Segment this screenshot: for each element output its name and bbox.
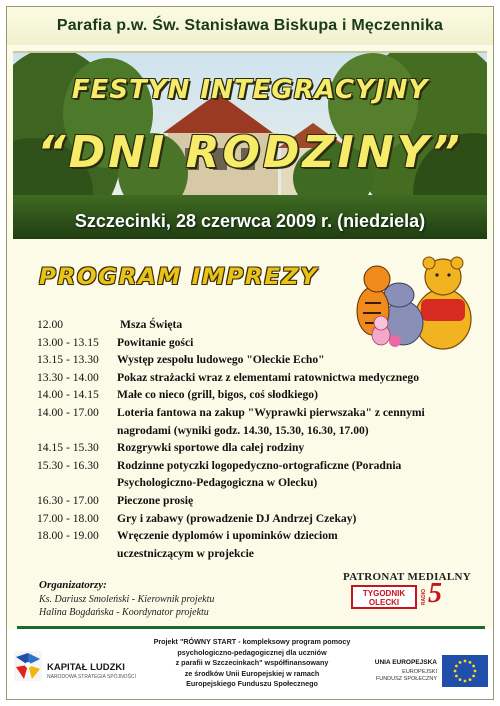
event-type-title: FESTYN INTEGRACYJNY: [71, 75, 429, 105]
schedule-desc: Gry i zabawy (prowadzenie DJ Andrzej Czekay): [117, 511, 357, 525]
schedule-desc: Występ zespołu ludowego "Oleckie Echo": [117, 353, 325, 367]
schedule-desc: Pieczone prosię: [117, 493, 194, 507]
footer: [7, 629, 493, 699]
project-description: [137, 637, 367, 690]
program-schedule: [37, 316, 477, 562]
event-date: Szczecinki, 28 czerwca 2009 r. (niedziela): [74, 211, 426, 231]
project-line: z parafii w Szczecinkach" współfinansowany: [175, 658, 329, 668]
schedule-desc: Powitanie gości: [117, 335, 194, 349]
event-name-title: “DNI RODZINY”: [37, 127, 463, 178]
schedule-time: 14.00 - 17.00: [37, 405, 99, 419]
schedule-desc-line2: Psychologiczno-Pedagogiczna w Olecku): [117, 476, 318, 490]
schedule-desc: [117, 404, 477, 439]
schedule-row: [37, 334, 477, 352]
schedule-time: 14.00 - 14.15: [37, 388, 99, 402]
eu-flag-icon: [442, 655, 488, 687]
schedule-row: [37, 369, 477, 387]
program-heading: PROGRAM IMPREZY: [39, 265, 319, 290]
schedule-time: 14.15 - 15.30: [37, 441, 99, 455]
schedule-row: [37, 316, 477, 334]
schedule-row: [37, 386, 477, 404]
schedule-desc: Msza Święta: [120, 318, 183, 331]
banner-photo: [13, 51, 487, 239]
schedule-time: 16.30 - 17.00: [37, 493, 99, 507]
schedule-row: [37, 510, 477, 528]
organizer-coordinator: Halina Bogdańska - Koordynator projektu: [39, 607, 209, 618]
organizers-label: Organizatorzy:: [39, 579, 107, 591]
schedule-desc: Pokaz strażacki wraz z elementami ratownictwa medycznego: [117, 370, 419, 384]
schedule-row: [37, 457, 477, 492]
schedule-row: [37, 527, 477, 562]
schedule-desc: Małe co nieco (grill, bigos, coś słodkiego): [117, 388, 318, 402]
schedule-time: 18.00 - 19.00: [37, 529, 99, 543]
schedule-row: [37, 351, 477, 369]
project-line: psychologiczno-pedagogicznej dla uczniów: [177, 647, 327, 657]
eu-title: UNIA EUROPEJSKA: [374, 659, 437, 666]
schedule-desc: [117, 457, 477, 492]
header-band: [7, 7, 493, 45]
kapital-ludzki-logo-icon: [14, 651, 42, 681]
tygodnik-olecki-logo: [351, 585, 417, 609]
schedule-desc-line2: uczestniczącym w projekcie: [117, 546, 254, 560]
schedule-desc-line1: Rodzinne potyczki logopedyczno-ortograficzne (Poradnia: [117, 458, 402, 472]
kapital-ludzki-title: KAPITAŁ LUDZKI: [47, 662, 125, 673]
schedule-row: [37, 404, 477, 439]
schedule-desc-line1: Loteria fantowa na zakup "Wyprawki pierwszaka" z cennymi: [117, 405, 425, 419]
schedule-time: 13.30 - 14.00: [37, 370, 99, 384]
schedule-desc: Rozgrywki sportowe dla całej rodziny: [117, 441, 305, 455]
schedule-desc-line1: Wręczenie dyplomów i upominków dzieciom: [117, 529, 338, 543]
poster: [6, 6, 494, 700]
schedule-desc: [117, 527, 477, 562]
tygodnik-logo-line1: TYGODNIK: [362, 589, 406, 598]
eu-fund-line1: EUROPEJSKI: [402, 669, 437, 675]
schedule-time: 15.30 - 16.30: [37, 458, 99, 472]
eu-fund-line2: FUNDUSZ SPOŁECZNY: [375, 676, 437, 682]
tygodnik-logo-line2: OLECKI: [368, 598, 400, 607]
project-line: Projekt "RÓWNY START - kompleksowy program pomocy: [153, 637, 351, 646]
schedule-time: 13.15 - 13.30: [37, 353, 99, 367]
eu-fund-name: [367, 669, 437, 683]
project-line: ze środków Unii Europejskiej w ramach: [184, 668, 320, 678]
media-patron-label: PATRONAT MEDIALNY: [343, 571, 472, 583]
schedule-row: [37, 439, 477, 457]
radio-logo-text: RADIO: [421, 589, 427, 606]
project-line: Europejskiego Funduszu Społecznego: [186, 679, 318, 689]
schedule-time: 13.00 - 13.15: [37, 335, 99, 349]
organizer-project-manager: Ks. Dariusz Smoleński - Kierownik projektu: [39, 594, 215, 605]
schedule-time: 12.00: [37, 318, 64, 331]
kapital-ludzki-subtitle: NARODOWA STRATEGIA SPÓJNOŚCI: [47, 674, 136, 680]
schedule-time: 17.00 - 18.00: [37, 511, 99, 525]
parish-title: Parafia p.w. Św. Stanisława Biskupa i Męczennika: [56, 17, 444, 34]
radio-5-logo: 5: [428, 578, 442, 609]
schedule-desc-line2: nagrodami (wyniki godz. 14.30, 15.30, 16.30, 17.00): [117, 423, 369, 437]
schedule-row: [37, 492, 477, 510]
